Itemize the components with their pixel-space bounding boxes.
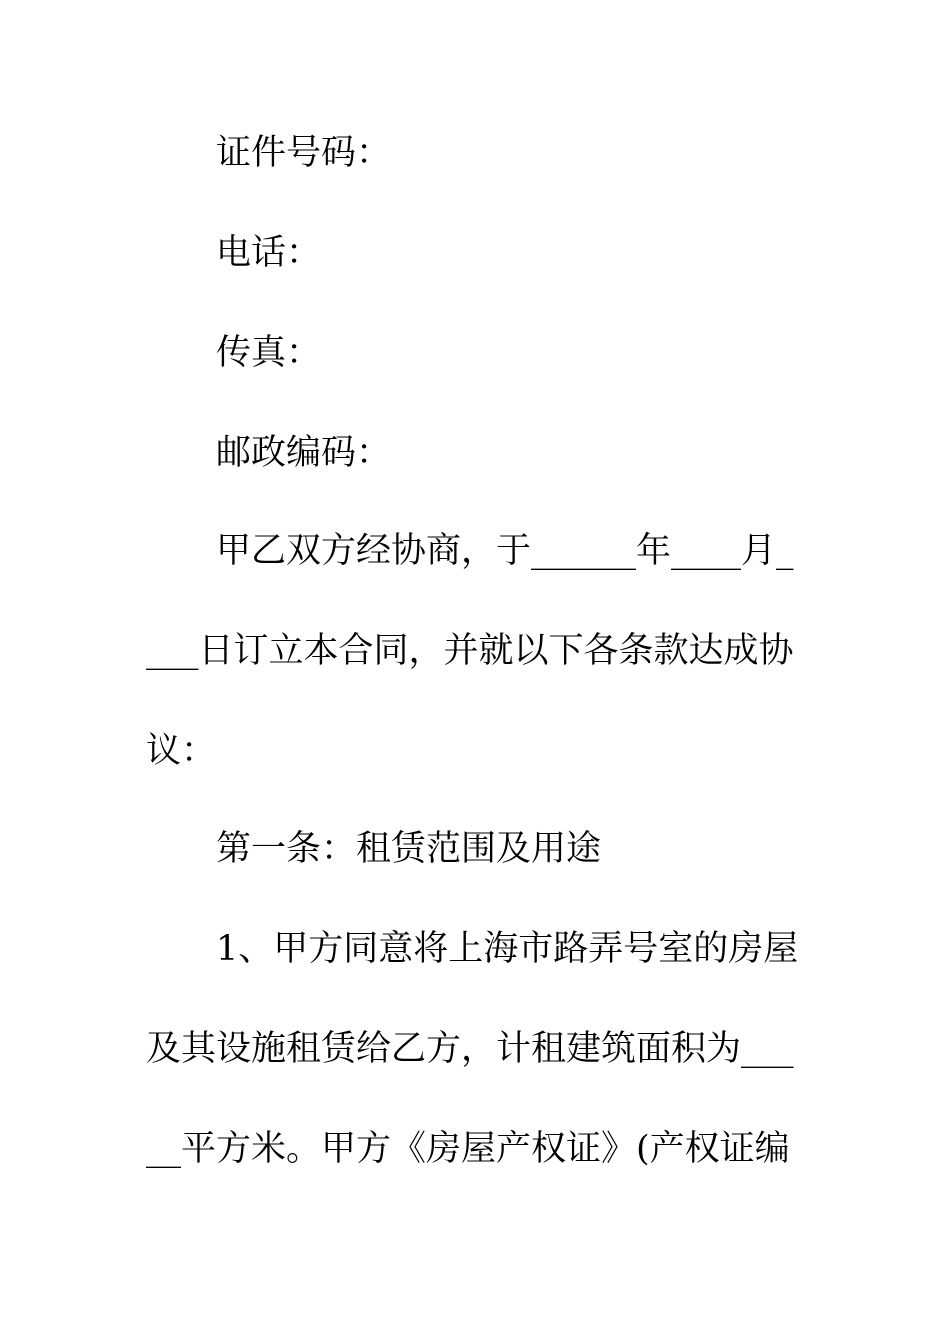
phone-label: 电话： [216, 233, 322, 273]
paragraph-line: 及其设施租赁给乙方，计租建筑面积为___ [146, 1029, 794, 1069]
id-number-label: 证件号码： [216, 133, 392, 173]
paragraph-line: __平方米。甲方《房屋产权证》(产权证编 [146, 1129, 790, 1169]
paragraph-line: 议： [146, 731, 217, 771]
postal-code-label: 邮政编码： [216, 433, 392, 473]
fax-label: 传真： [216, 333, 322, 373]
paragraph-line: 1、甲方同意将上海市路弄号室的房屋 [216, 929, 799, 969]
article-heading: 第一条：租赁范围及用途 [216, 829, 602, 869]
paragraph-line: 甲乙双方经协商，于______年____月_ [216, 531, 794, 571]
paragraph-line: ___日订立本合同，并就以下各条款达成协 [146, 631, 794, 671]
